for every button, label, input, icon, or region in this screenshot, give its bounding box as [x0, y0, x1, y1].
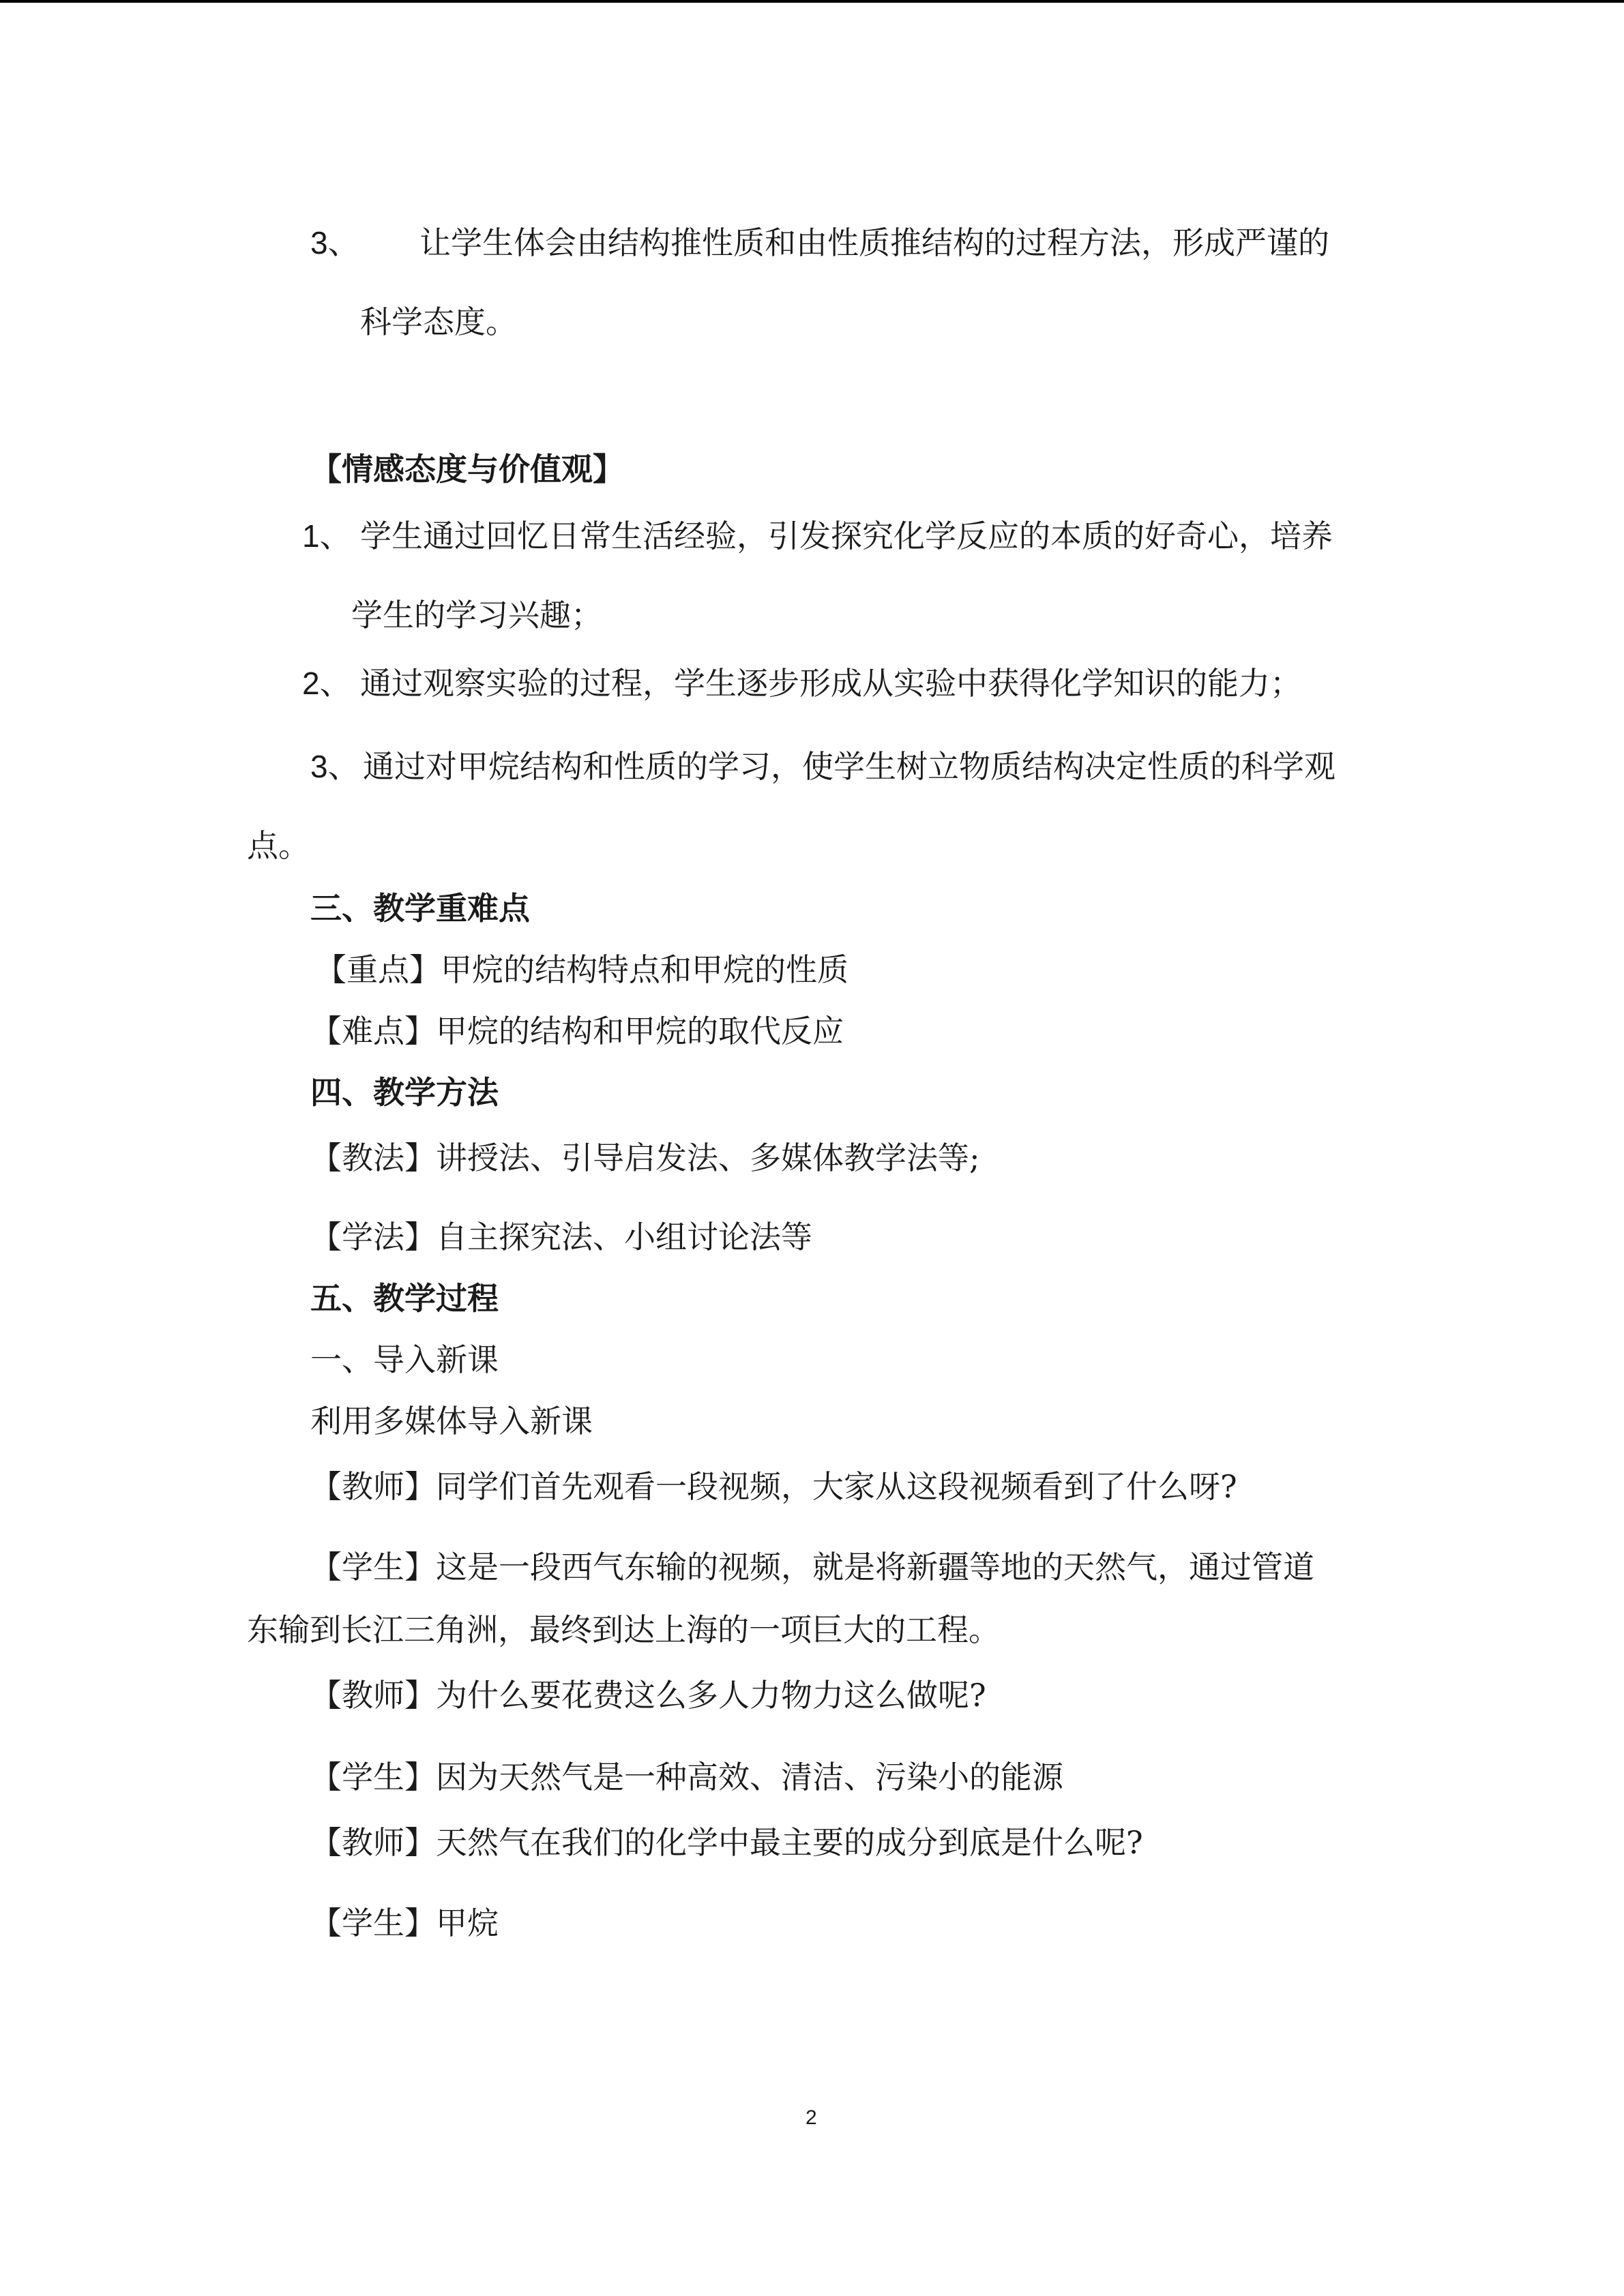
skills-item3-number: 3、 — [310, 225, 359, 260]
page-number: 2 — [806, 2106, 817, 2129]
emotion-item1-continuation: 学生的学习兴趣； — [351, 597, 602, 633]
dialogue-line: 【教师】同学们首先观看一段视频，大家从这段视频看到了什么呀? — [310, 1468, 1237, 1505]
top-border — [0, 0, 1624, 3]
dialogue-line: 【教师】天然气在我们的化学中最主要的成分到底是什么呢? — [310, 1824, 1143, 1861]
emotion-heading: 【情感态度与价值观】 — [310, 451, 624, 488]
difficulty: 【难点】甲烷的结构和甲烷的取代反应 — [310, 1013, 844, 1049]
emotion-item2-number: 2、 — [302, 666, 351, 701]
dialogue-line: 【教师】为什么要花费这么多人力物力这么做呢? — [310, 1677, 986, 1714]
teaching-method: 【教法】讲授法、引导启发法、多媒体教学法等; — [310, 1139, 980, 1176]
section5-heading: 五、教学过程 — [310, 1280, 499, 1317]
dialogue-line: 【学生】甲烷 — [310, 1905, 499, 1941]
section4-heading: 四、教学方法 — [310, 1074, 499, 1111]
learning-method: 【学法】自主探究法、小组讨论法等 — [310, 1219, 812, 1255]
section3-heading: 三、教学重难点 — [310, 890, 530, 927]
dialogue-line: 【学生】这是一段西气东输的视频，就是将新疆等地的天然气，通过管道 — [310, 1549, 1314, 1585]
emotion-item1-number: 1、 — [302, 518, 351, 554]
key-point: 【重点】甲烷的结构特点和甲烷的性质 — [315, 951, 848, 988]
section5-sub1: 一、导入新课 — [310, 1341, 499, 1378]
emotion-item3-text: 通过对甲烷结构和性质的学习，使学生树立物质结构决定性质的科学观 — [363, 748, 1335, 785]
dialogue-line: 【学生】因为天然气是一种高效、清洁、污染小的能源 — [310, 1759, 1063, 1795]
emotion-item3-number: 3、 — [310, 749, 359, 784]
emotion-item2-text: 通过观察实验的过程，学生逐步形成从实验中获得化学知识的能力； — [360, 665, 1301, 702]
skills-item3-text: 让学生体会由结构推性质和由性质推结构的过程方法，形成严谨的 — [419, 224, 1329, 261]
emotion-item3-continuation: 点。 — [247, 827, 310, 864]
section5-intro: 利用多媒体导入新课 — [310, 1403, 593, 1440]
skills-item3-continuation: 科学态度。 — [360, 303, 517, 340]
emotion-item1-text: 学生通过回忆日常生活经验，引发探究化学反应的本质的好奇心，培养 — [360, 518, 1333, 554]
dialogue-line: 东输到长江三角洲，最终到达上海的一项巨大的工程。 — [247, 1611, 1000, 1648]
